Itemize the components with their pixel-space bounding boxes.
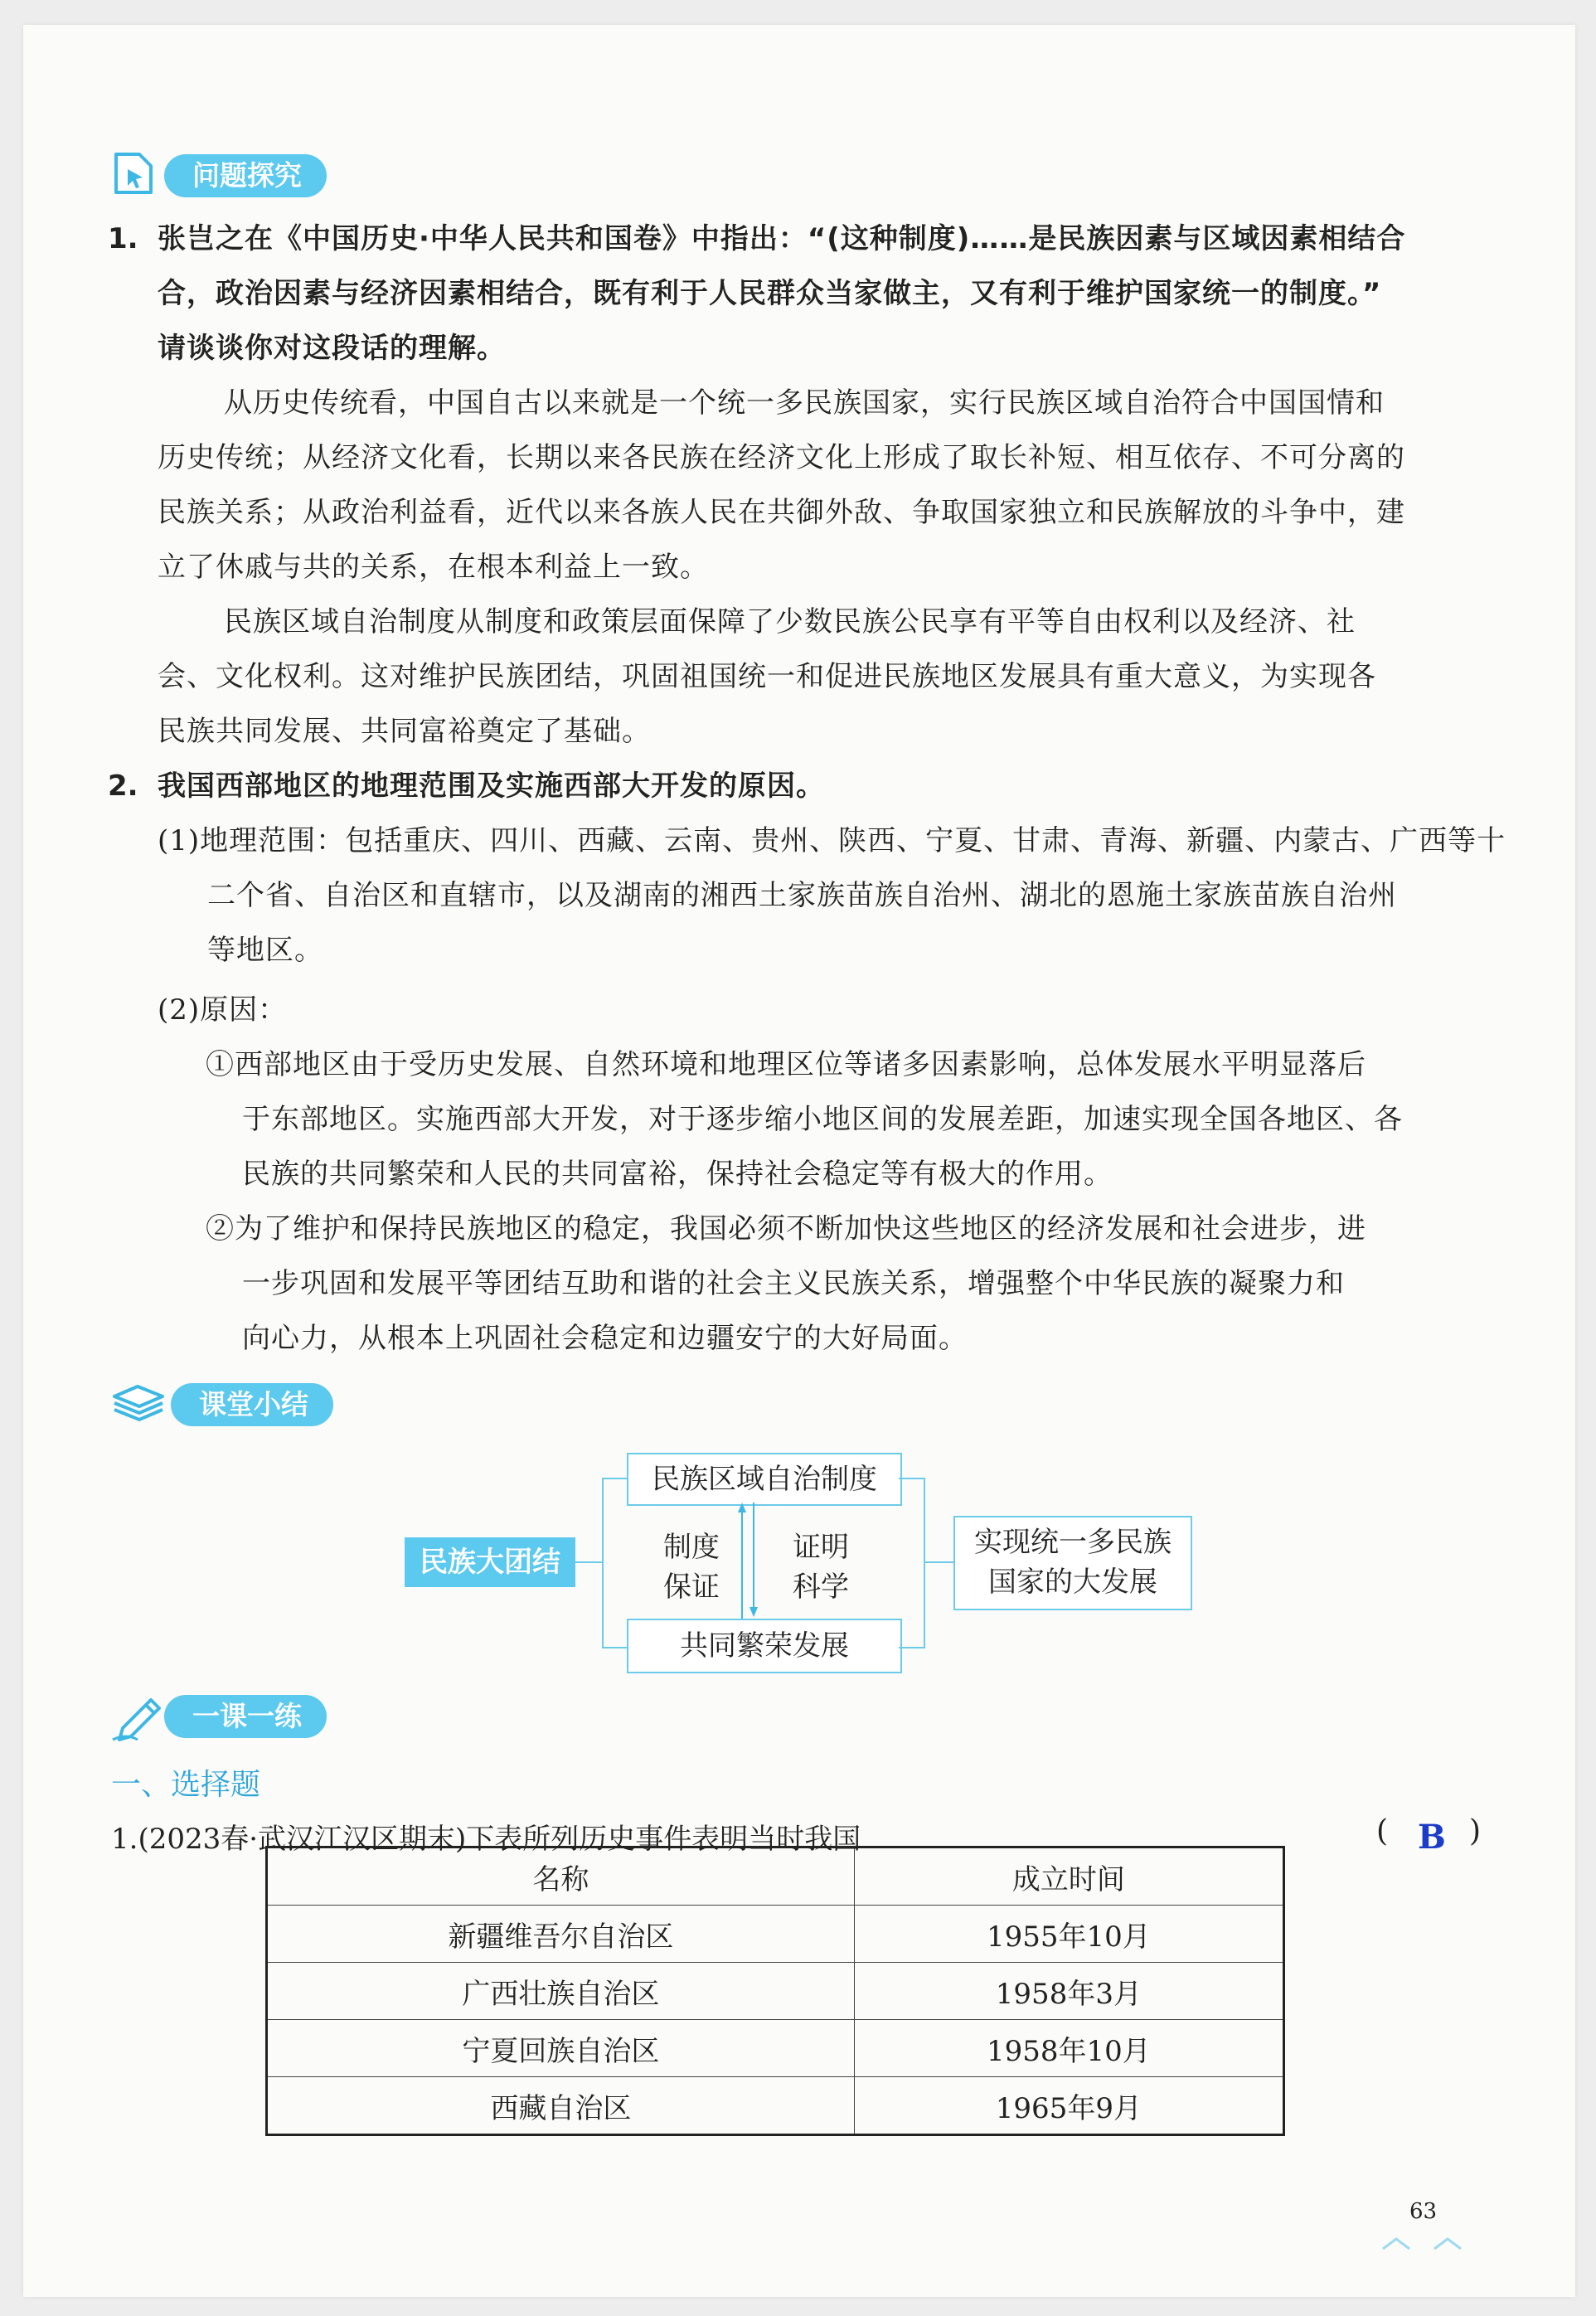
q1-answer-line-6: 会、文化权利。这对维护民族团结，巩固祖国统一和促进民族地区发展具有重大意义，为实现各	[158, 660, 1376, 693]
table-header: 名称	[267, 1847, 855, 1906]
section-practice-badge: 一课一练	[164, 1695, 327, 1738]
q1-number: 1.	[108, 222, 138, 255]
q1-answer-line-1: 从历史传统看，中国自古以来就是一个统一多民族国家，实行民族区域自治符合中国国情和	[224, 386, 1385, 420]
diagram-arrows	[738, 1503, 758, 1619]
diagram-connector-right	[924, 1561, 953, 1563]
answer-bracket-close: )	[1469, 1814, 1482, 1848]
diagram-mid-left-1: 制度	[663, 1531, 720, 1564]
diagram-connector	[575, 1561, 602, 1563]
table-row	[267, 1906, 1284, 1963]
q1-answer-line-4: 立了休戚与共的关系，在根本利益上一致。	[158, 551, 709, 584]
table-header: 成立时间	[854, 1847, 1283, 1906]
q2-number: 2.	[108, 770, 138, 803]
q2-line-10: 向心力，从根本上巩固社会稳定和边疆安宁的大好局面。	[242, 1322, 968, 1355]
table-cell: 1958年10月	[854, 2020, 1283, 2077]
q1-answer-line-5: 民族区域自治制度从制度和政策层面保障了少数民族公民享有平等自由权利以及经济、社	[224, 605, 1356, 638]
q2-line-4: (2)原因：	[158, 993, 288, 1027]
diagram-mid-left-2: 保证	[663, 1571, 720, 1604]
table-cell: 广西壮族自治区	[267, 1963, 855, 2020]
exercise-question: 1.(2023春·武汉江汉区期末)下表所列历史事件表明当时我国	[111, 1823, 861, 1856]
diagram-left-node: 民族大团结	[405, 1537, 575, 1587]
table-cell: 西藏自治区	[267, 2077, 855, 2135]
diagram-mid-right-2: 科学	[793, 1571, 849, 1604]
table-header-row	[267, 1847, 1284, 1906]
diagram-left-bracket	[602, 1478, 628, 1648]
diagram-right-line-2: 国家的大发展	[988, 1566, 1157, 1599]
diagram-right-line-1: 实现统一多民族	[974, 1526, 1172, 1559]
events-table	[265, 1846, 1285, 2136]
page-number: 63	[1409, 2199, 1438, 2224]
page-decoration-icon	[1376, 2231, 1476, 2255]
table-row	[267, 1963, 1284, 2020]
answer-bracket-open: (	[1376, 1814, 1389, 1848]
q2-line-9: 一步巩固和发展平等团结互助和谐的社会主义民族关系，增强整个中华民族的凝聚力和	[242, 1267, 1345, 1300]
diagram-bottom-node: 共同繁荣发展	[627, 1619, 902, 1673]
q2-line-7: 民族的共同繁荣和人民的共同富裕，保持社会稳定等有极大的作用。	[242, 1158, 1113, 1191]
table-cell: 新疆维吾尔自治区	[267, 1906, 855, 1963]
q2-line-8: ②为了维护和保持民族地区的稳定，我国必须不断加快这些地区的经济发展和社会进步，进	[206, 1212, 1366, 1245]
diagram-top-node: 民族区域自治制度	[627, 1453, 902, 1506]
pencil-icon	[109, 1692, 166, 1741]
q2-title: 我国西部地区的地理范围及实施西部大开发的原因。	[158, 770, 825, 803]
table-cell: 1965年9月	[854, 2077, 1283, 2135]
section-explore-badge: 问题探究	[164, 154, 327, 197]
section-summary-badge: 课堂小结	[171, 1383, 333, 1426]
diagram-mid-right-1: 证明	[793, 1531, 849, 1564]
q2-line-3: 等地区。	[207, 934, 323, 967]
table-cell: 1955年10月	[854, 1906, 1283, 1963]
diagram-right-bracket	[899, 1478, 925, 1648]
q1-line-1: 张岂之在《中国历史·中华人民共和国卷》中指出：“(这种制度)……是民族因素与区域因素相结合	[158, 222, 1406, 255]
table-cell: 1958年3月	[854, 1963, 1283, 2020]
q2-line-1: (1)地理范围：包括重庆、四川、西藏、云南、贵州、陕西、宁夏、甘肃、青海、新疆、内蒙古、广西等十	[158, 824, 1506, 857]
answer-value: B	[1418, 1818, 1446, 1857]
q2-line-5: ①西部地区由于受历史发展、自然环境和地理区位等诸多因素影响，总体发展水平明显落后	[206, 1048, 1366, 1081]
book-icon	[109, 1380, 167, 1426]
table-cell: 宁夏回族自治区	[267, 2020, 855, 2077]
table-row	[267, 2077, 1284, 2135]
exercise-heading: 一、选择题	[111, 1768, 261, 1802]
diagram-right-node	[953, 1516, 1192, 1610]
q2-line-6: 于东部地区。实施西部大开发，对于逐步缩小地区间的发展差距，加速实现全国各地区、各	[242, 1103, 1403, 1136]
table-row	[267, 2020, 1284, 2077]
q1-line-2: 合，政治因素与经济因素相结合，既有利于人民群众当家做主，又有利于维护国家统一的制度。”	[158, 277, 1382, 310]
q1-line-3: 请谈谈你对这段话的理解。	[158, 332, 506, 365]
q2-line-2: 二个省、自治区和直辖市，以及湖南的湘西土家族苗族自治州、湖北的恩施土家族苗族自治州	[207, 879, 1397, 912]
q1-answer-line-3: 民族关系；从政治利益看，近代以来各族人民在共御外敌、争取国家独立和民族解放的斗争中，建	[158, 496, 1405, 529]
q1-answer-line-2: 历史传统；从经济文化看，长期以来各民族在经济文化上形成了取长补短、相互依存、不可分离的	[158, 441, 1405, 474]
q1-answer-line-7: 民族共同发展、共同富裕奠定了基础。	[158, 715, 651, 748]
explore-icon	[109, 149, 159, 199]
